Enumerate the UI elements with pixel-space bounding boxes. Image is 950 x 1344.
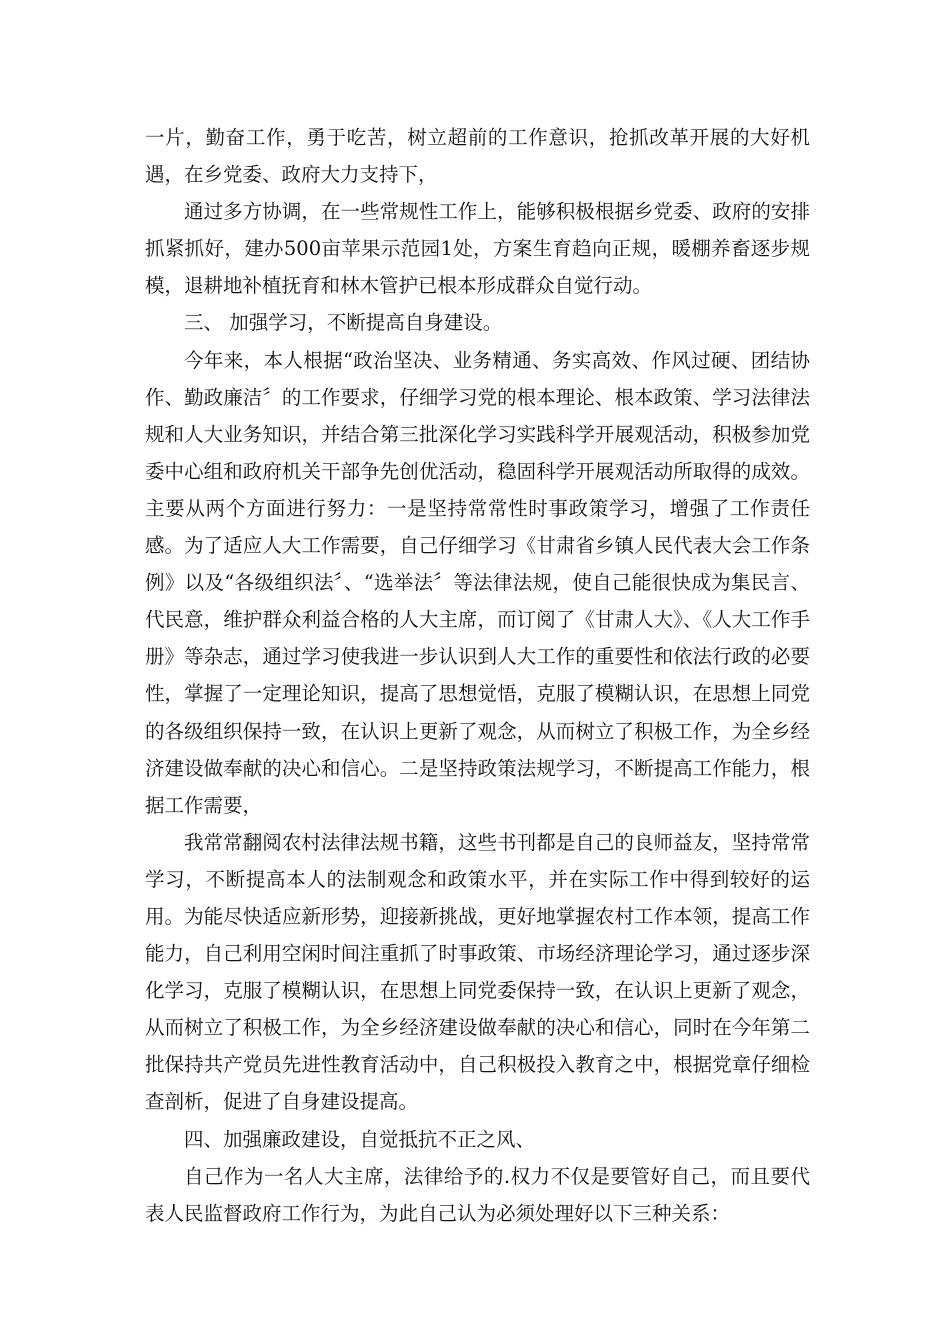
paragraph-5: 我常常翻阅农村法律法规书籍，这些书刊都是自己的良师益友，坚持常常学习，不断提高本人的法制观念和政策水平，并在实际工作中得到较好的运用。为能尽快适应新形势，迎接新挑战，更好地掌握农村工作本领，提高工作能力，自己利用空闲时间注重抓了时事政策、市场经济理论学习，通过逐步深化学习，克服了模糊认识，在思想上同党委保持一致，在认识上更新了观念，从而树立了积极工作，为全乡经济建设做奉献的决心和信心，同时在今年第二批保持共产党员先进性教育活动中，自己积极投入教育之中，根据党章仔细检查剖析，促进了自身建设提高。 [145,830,810,1114]
document-body [145,119,810,1232]
paragraph-1: 一片，勤奋工作，勇于吃苦，树立超前的工作意识，抢抓改革开展的大好机遇，在乡党委、政府大力支持下， [145,126,810,187]
section-heading-4: 四、加强廉政建设，自觉抵抗不正之风、 [184,1127,536,1151]
paragraph-4: 今年来，本人根据“政治坚决、业务精通、务实高效、作风过硬、团结协作、勤政廉洁〞的工作要求，仔细学习党的根本理论、根本政策、学习法律法规和人大业务知识，并结合第三批深化学习实践科学开展观活动，积极参加党委中心组和政府机关干部争先创优活动，稳固科学开展观活动所取得的成效。主要从两个方面进行努力：一是坚持常常性时事政策学习，增强了工作责任感。为了适应人大工作需要，自己仔细学习《甘肃省乡镇人民代表大会工作条例》以及“各级组织法〞、“选举法〞等法律法规，使自己能很快成为集民言、代民意，维护群众利益合格的人大主席，而订阅了《甘肃人大》、《人大工作手册》等杂志，通过学习使我进一步认识到人大工作的重要性和依法行政的必要性，掌握了一定理论知识，提高了思想觉悟，克服了模糊认识，在思想上同党的各级组织保持一致，在认识上更新了观念，从而树立了积极工作，为全乡经济建设做奉献的决心和信心。二是坚持政策法规学习，不断提高工作能力，根据工作需要， [145,348,810,817]
paragraph-2: 通过多方协调，在一些常规性工作上，能够积极根据乡党委、政府的安排抓紧抓好，建办500亩苹果示范园1处，方案生育趋向正规，暖棚养畜逐步规模，退耕地补植抚育和林木管护已根本形成群众自觉行动。 [145,200,810,298]
section-heading-3: 三、 加强学习，不断提高自身建设。 [184,311,503,335]
paragraph-7: 自己作为一名人大主席，法律给予的.权力不仅是要管好自己，而且要代表人民监督政府工作行为，为此自己认为必须处理好以下三种关系： [145,1164,810,1225]
